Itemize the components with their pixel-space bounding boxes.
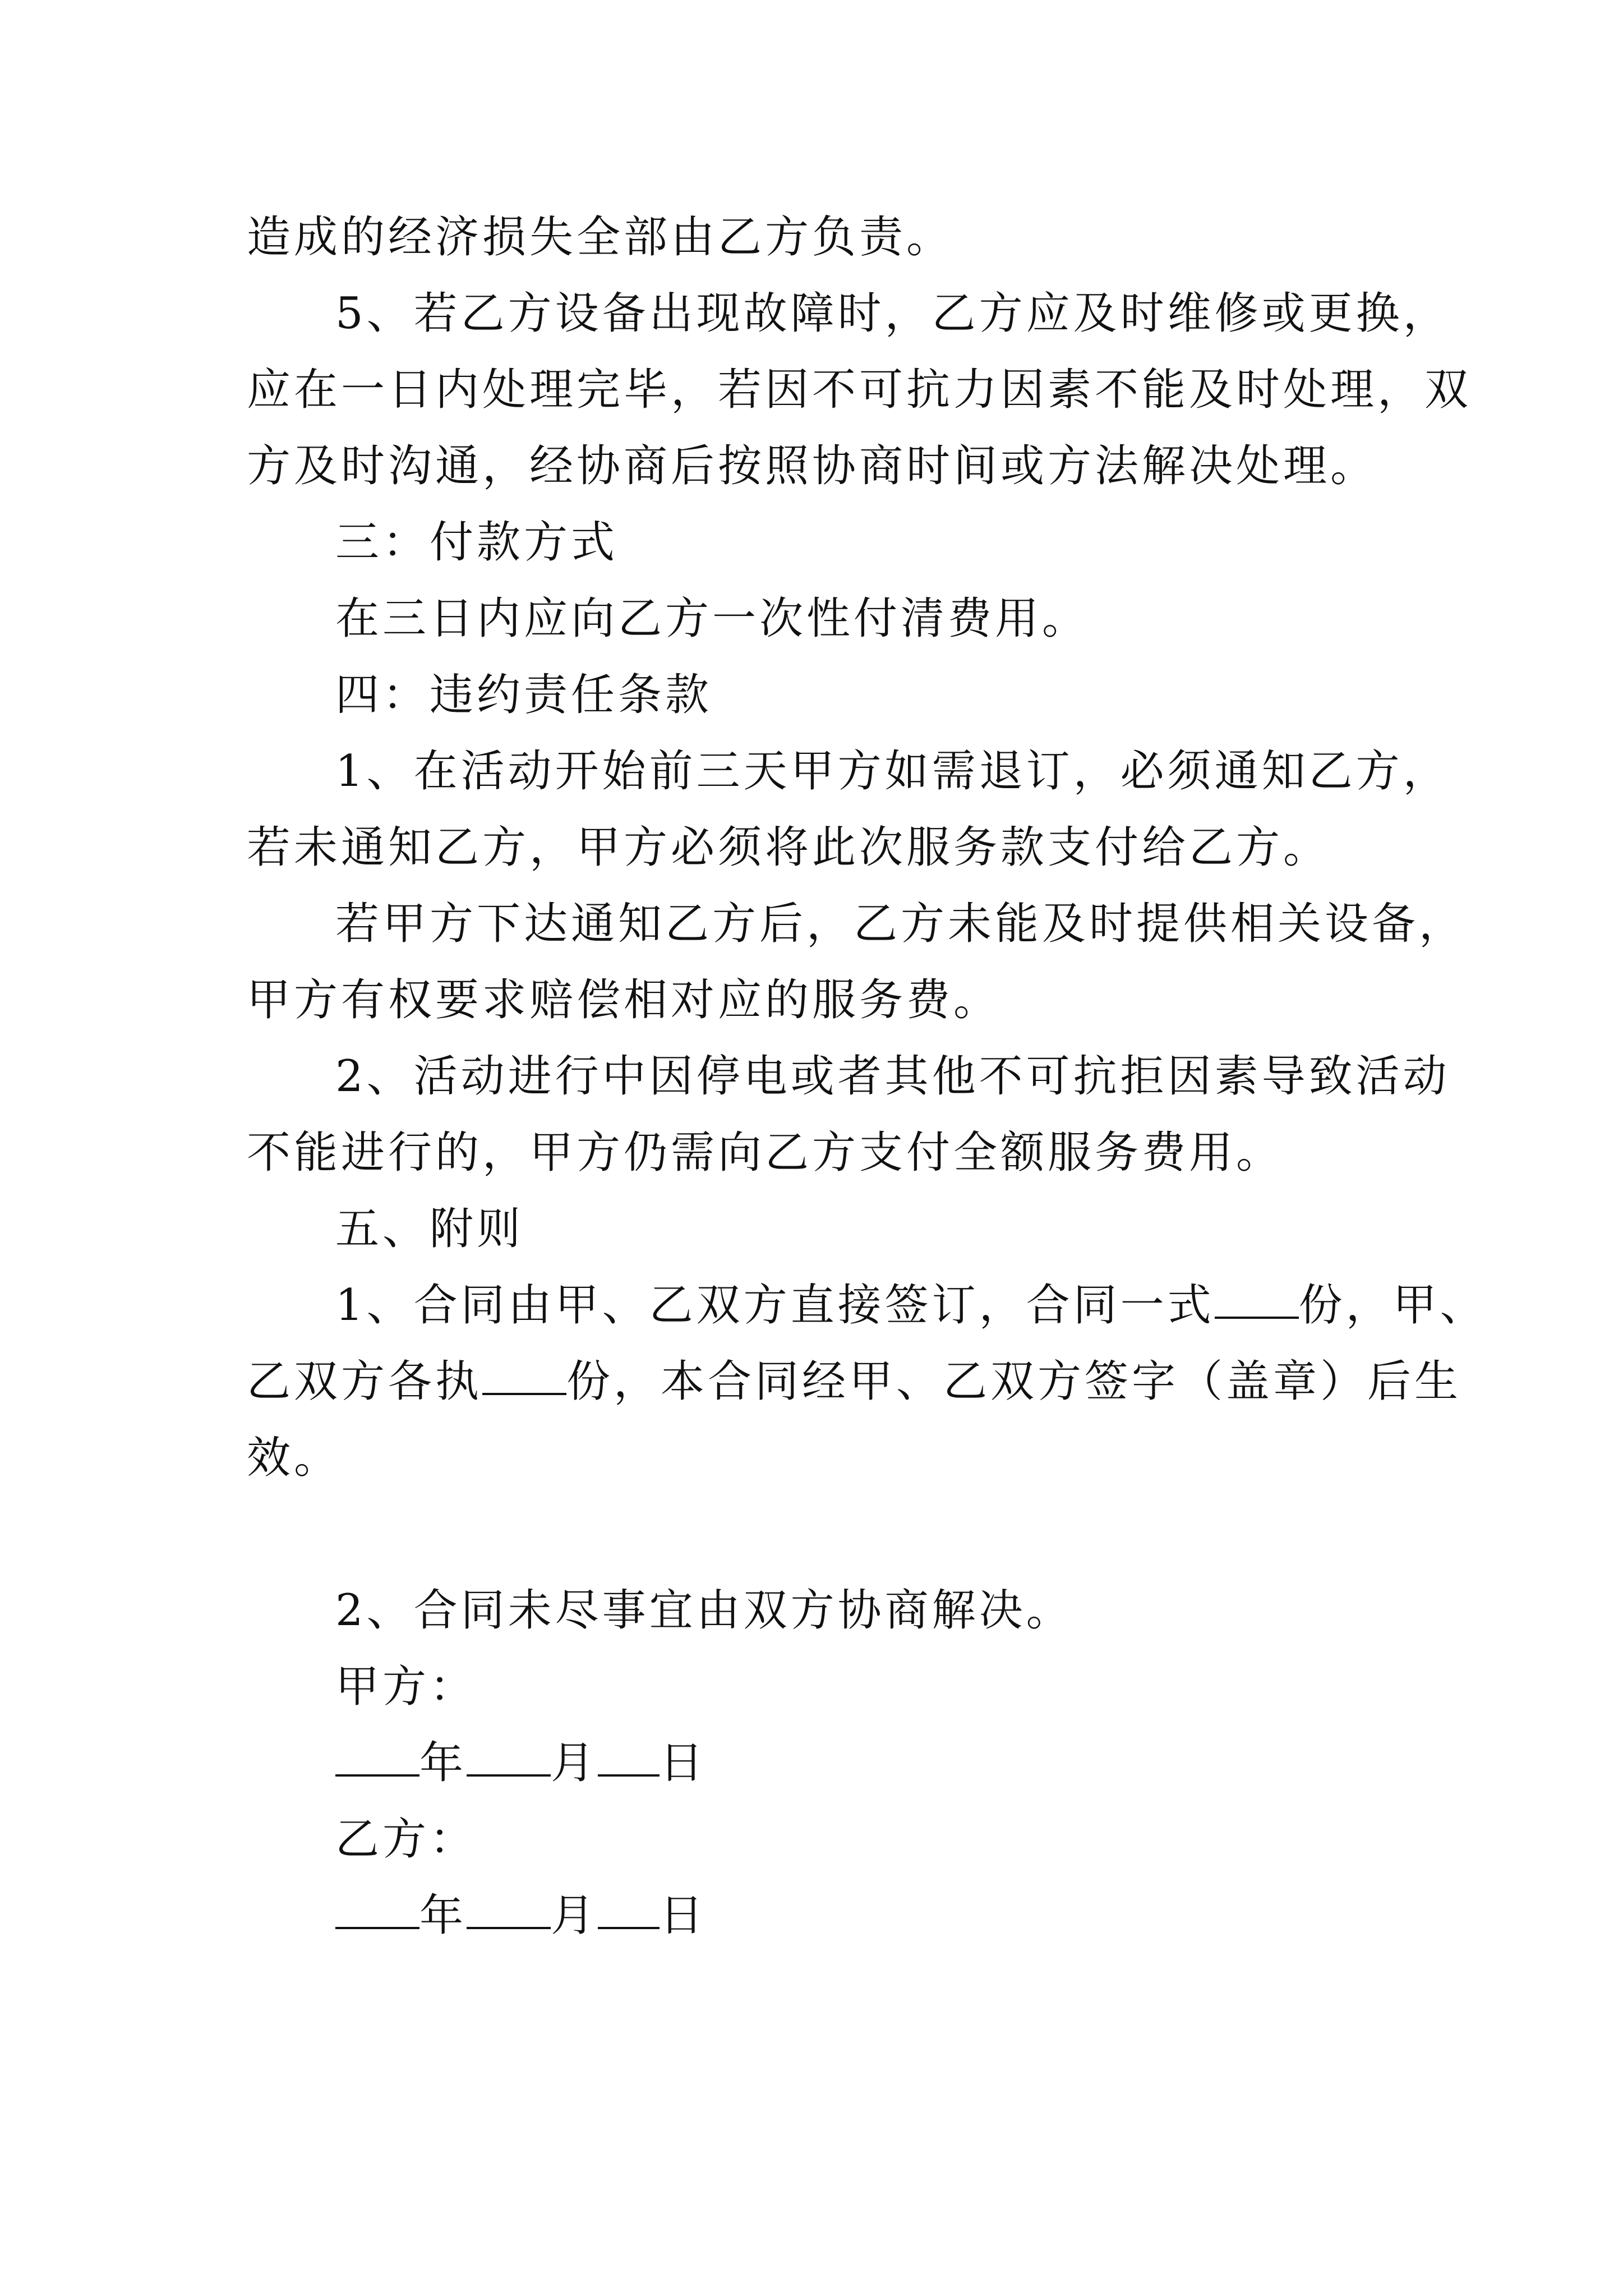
- annex-text: 份，本合同经甲、乙双方签字（盖章）后生: [566, 1356, 1462, 1407]
- month-blank[interactable]: [467, 1735, 551, 1777]
- copies-each-blank[interactable]: [482, 1354, 566, 1395]
- annex-clause-1-line: [247, 1267, 1487, 1343]
- text-line: 不能进行的，甲方仍需向乙方支付全额服务费用。: [247, 1128, 1284, 1178]
- party-a-label: 甲方：: [335, 1662, 477, 1712]
- month-label: 月: [551, 1738, 598, 1788]
- annex-clause-1-line: 效。: [247, 1433, 342, 1483]
- month-label: 月: [551, 1890, 598, 1941]
- text-line: 若甲方下达通知乙方后，乙方未能及时提供相关设备，: [335, 899, 1467, 949]
- spacer: [247, 1496, 1391, 1572]
- section-heading-annex: 五、附则: [335, 1204, 524, 1254]
- party-a-date: [247, 1725, 1391, 1801]
- text-line: 甲方有权要求赔偿相对应的服务费。: [247, 975, 1001, 1025]
- text-line: 方及时沟通，经协商后按照协商时间或方法解决处理。: [247, 441, 1378, 491]
- party-b-label: 乙方：: [335, 1814, 477, 1865]
- day-blank[interactable]: [598, 1735, 660, 1777]
- annex-clause-2-line: 2、合同未尽事宜由双方协商解决。: [335, 1585, 1073, 1636]
- annex-text: 份，甲、: [1298, 1280, 1487, 1331]
- text-line: 若未通知乙方，甲方必须将此次服务款支付给乙方。: [247, 822, 1331, 873]
- copies-total-blank[interactable]: [1215, 1277, 1299, 1319]
- year-blank[interactable]: [335, 1888, 419, 1929]
- section-heading-payment: 三：付款方式: [335, 517, 619, 568]
- text-line: 在三日内应向乙方一次性付清费用。: [335, 593, 1090, 644]
- annex-clause-1-line: [247, 1343, 1462, 1420]
- annex-text: 乙双方各执: [247, 1356, 483, 1407]
- breach-clause-2-line: 2、活动进行中因停电或者其他不可抗拒因素导致活动: [335, 1051, 1450, 1102]
- day-blank[interactable]: [598, 1888, 660, 1929]
- year-label: 年: [419, 1738, 467, 1788]
- year-label: 年: [419, 1890, 467, 1941]
- breach-clause-1-line: 1、在活动开始前三天甲方如需退订，必须通知乙方，: [335, 746, 1450, 797]
- text-line: 应在一日内处理完毕，若因不可抗力因素不能及时处理，双: [247, 365, 1472, 415]
- day-label: 日: [660, 1738, 707, 1788]
- month-blank[interactable]: [467, 1888, 551, 1929]
- document-body: [247, 199, 1487, 1954]
- annex-text: 1、合同由甲、乙双方直接签订，合同一式: [335, 1280, 1215, 1331]
- party-b-date: [247, 1878, 1391, 1954]
- year-blank[interactable]: [335, 1735, 419, 1777]
- section-heading-breach: 四：违约责任条款: [335, 670, 713, 720]
- day-label: 日: [660, 1890, 707, 1941]
- clause-5-line: 5、若乙方设备出现故障时，乙方应及时维修或更换，: [335, 288, 1450, 339]
- text-line: 造成的经济损失全部由乙方负责。: [247, 212, 954, 263]
